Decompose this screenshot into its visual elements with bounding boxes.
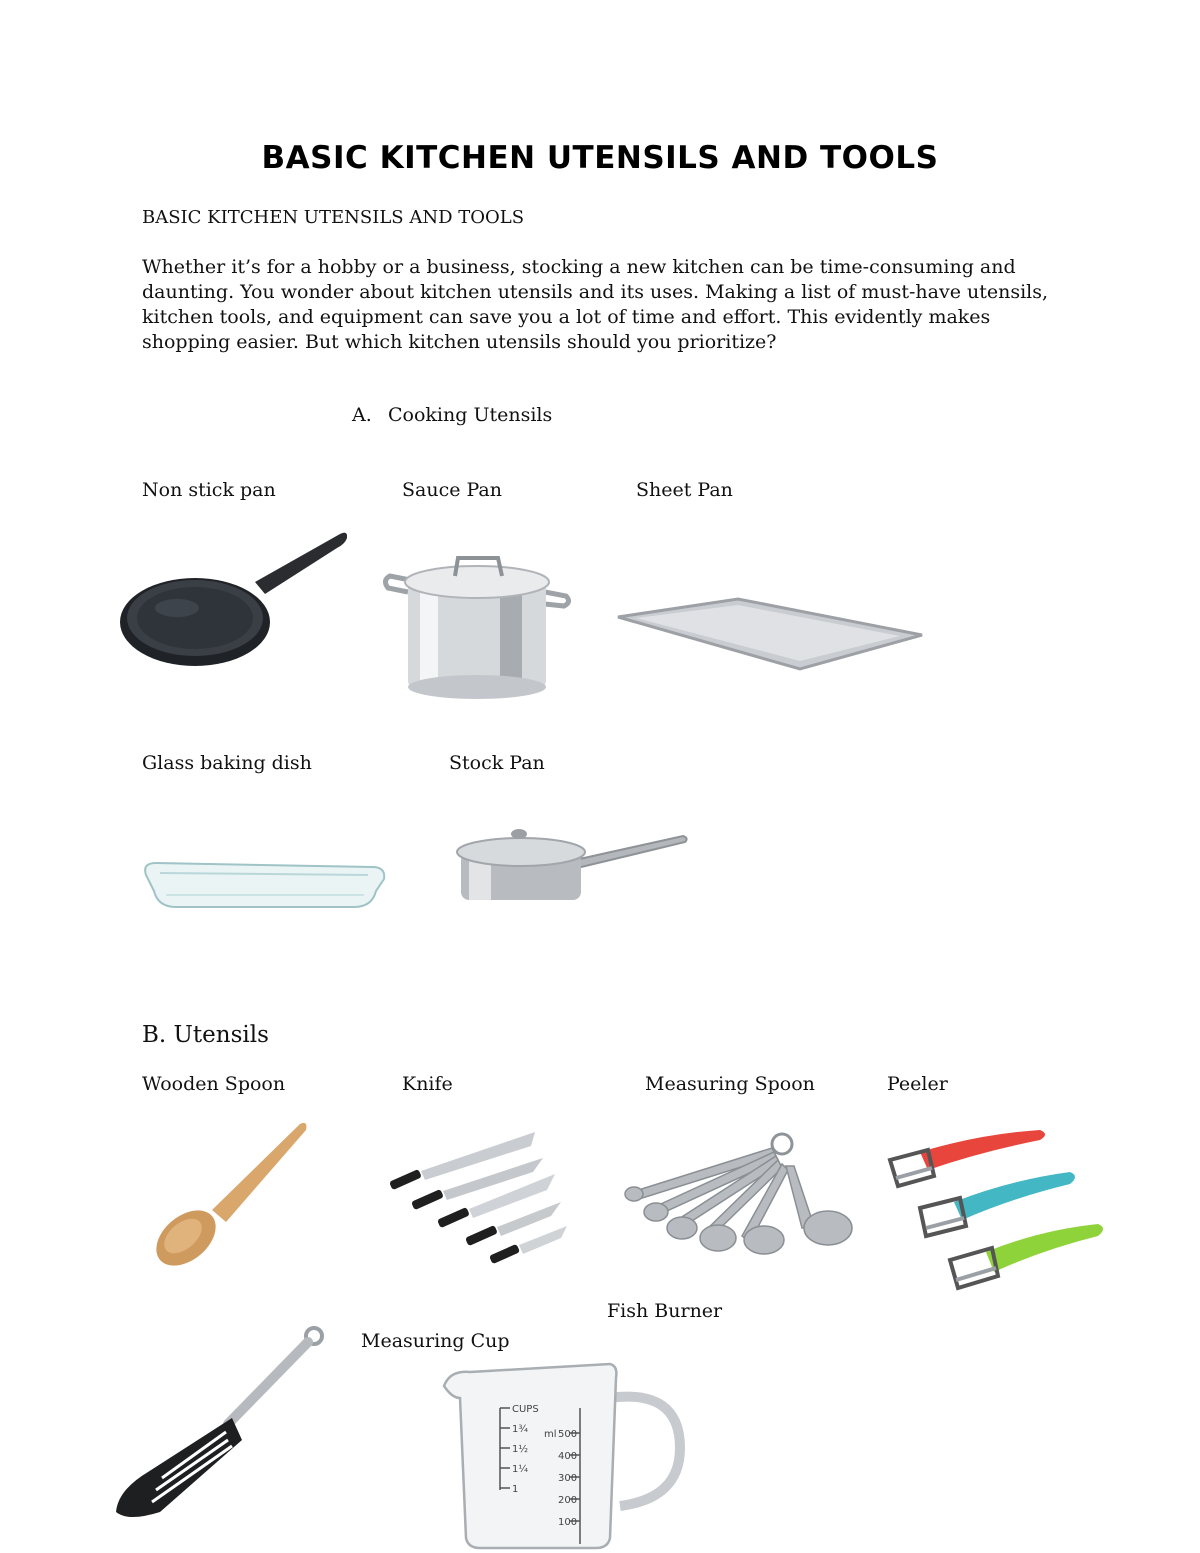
label-peeler: Peeler [887, 1073, 948, 1095]
page-title: BASIC KITCHEN UTENSILS AND TOOLS [261, 140, 939, 176]
sheet-pan-icon [610, 595, 930, 675]
knife-set-icon [385, 1128, 575, 1268]
peeler-icon [880, 1126, 1110, 1306]
label-glass-baking-dish: Glass baking dish [142, 752, 312, 774]
intro-paragraph: Whether it’s for a hobby or a business, stocking a new kitchen can be time-consuming and daunting. You wonder about kitchen utensils and its uses. Making a list of must-have utensils, kitchen tools, and equipment can save you a lot of time and effort. This evidently makes shopping easier. But which kitchen utensils should you prioritize? [142, 256, 1049, 353]
measuring-spoons-icon [622, 1130, 872, 1255]
cup-mark-right-1: 500 [558, 1429, 578, 1440]
label-measuring-cup: Measuring Cup [361, 1330, 510, 1352]
cup-mark-left-2: 1½ [512, 1444, 529, 1455]
wooden-spoon-icon [150, 1118, 315, 1268]
cup-mark-left-1: 1¾ [512, 1424, 529, 1435]
section-a-marker: A. [352, 404, 372, 426]
saute-pan-icon [455, 822, 690, 907]
label-wooden-spoon: Wooden Spoon [142, 1073, 286, 1095]
measuring-cup-icon [440, 1358, 690, 1553]
subtitle: BASIC KITCHEN UTENSILS AND TOOLS [142, 207, 525, 228]
cup-units-right: ml [544, 1429, 557, 1440]
frying-pan-icon [115, 522, 355, 672]
section-b-heading: B. Utensils [142, 1022, 269, 1048]
stock-pot-icon [380, 540, 575, 710]
cup-mark-left-4: 1 [512, 1484, 519, 1495]
cup-mark-right-4: 200 [558, 1495, 578, 1506]
glass-dish-icon [140, 855, 390, 915]
cup-mark-right-2: 400 [558, 1451, 578, 1462]
label-fish-burner: Fish Burner [607, 1300, 723, 1322]
label-measuring-spoon: Measuring Spoon [645, 1073, 815, 1095]
cup-mark-right-5: 100 [558, 1517, 578, 1528]
label-sauce-pan: Sauce Pan [402, 479, 503, 501]
cup-mark-left-3: 1¼ [512, 1464, 529, 1475]
fish-turner-icon [108, 1322, 338, 1552]
section-a-heading: Cooking Utensils [388, 404, 553, 426]
cup-units-left: CUPS [512, 1404, 539, 1415]
label-knife: Knife [402, 1073, 453, 1095]
cup-mark-right-3: 300 [558, 1473, 578, 1484]
label-sheet-pan: Sheet Pan [636, 479, 733, 501]
label-non-stick-pan: Non stick pan [142, 479, 276, 501]
label-stock-pan: Stock Pan [449, 752, 545, 774]
